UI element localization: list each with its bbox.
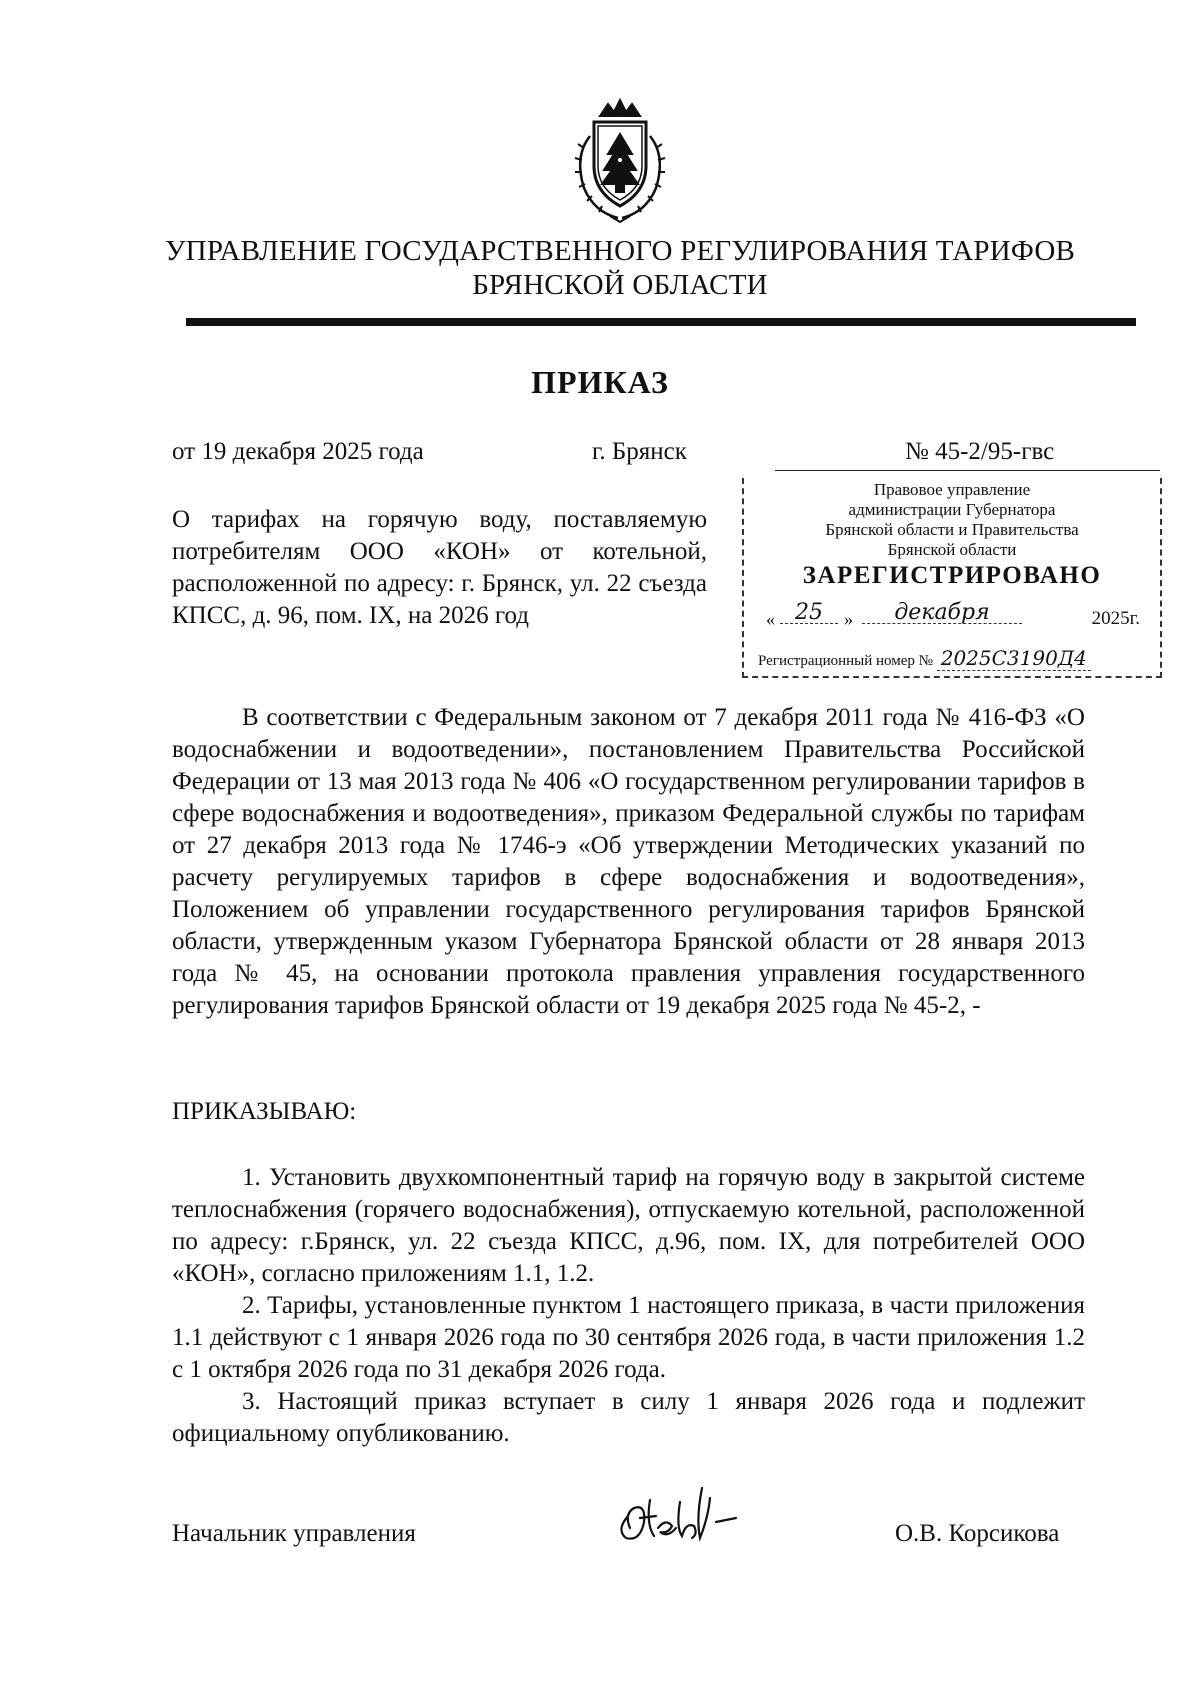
stamp-date — [758, 600, 1150, 637]
signatory-name: О.В. Корсикова — [895, 1520, 1060, 1547]
stamp-month: декабря — [862, 603, 1022, 624]
stamp-org-line2: администрации Губернатора — [848, 500, 1056, 519]
stamp-status: ЗАРЕГИСТРИРОВАНО — [802, 562, 1102, 589]
stamp-quote-open: « — [766, 609, 775, 629]
document-subject: О тарифах на горячую воду, поставляемую потребителям ООО «КОН» от котельной, расположенной по адресу: г. Брянск, ул. 22 съезда КПСС, д. 96, пом. IX, на 2026 год — [172, 506, 707, 629]
stamp-regno-value: 2025С3190Д4 — [937, 646, 1091, 671]
stamp-org-line4: Брянской области — [887, 540, 1017, 559]
organization-title — [150, 234, 1090, 302]
document-type-heading: ПРИКАЗ — [531, 364, 669, 400]
stamp-registration-number — [758, 648, 1154, 671]
stamp-org-line1: Правовое управление — [873, 480, 1031, 499]
stamp-year: 2025г. — [1091, 608, 1140, 629]
document-date: от 19 декабря 2025 года — [172, 438, 424, 465]
stamp-organization — [744, 480, 1160, 560]
order-word: ПРИКАЗЫВАЮ: — [172, 1098, 357, 1125]
stamp-day: 25 — [780, 603, 838, 624]
document-number: № 45-2/95-гвс — [905, 438, 1055, 465]
order-item-2: 2. Тарифы, установленные пунктом 1 настоящего приказа, в части приложения 1.1 действуют с 1 января 2026 года по 30 сентября 2026 года, в части приложения 1.2 с 1 октября 2026 года по 31 декабря 2026 года. — [172, 1292, 1085, 1383]
stamp-org-line3: Брянской области и Правительства — [825, 520, 1079, 539]
handwritten-signature-icon — [610, 1478, 760, 1548]
stamp-regno-label: Регистрационный номер № — [758, 653, 933, 669]
bryansk-coat-of-arms-icon — [560, 96, 680, 226]
header-divider — [186, 318, 1136, 326]
document-number-underline — [775, 470, 1160, 471]
organization-title-line1: УПРАВЛЕНИЕ ГОСУДАРСТВЕННОГО РЕГУЛИРОВАНИЯ ТАРИФОВ — [164, 235, 1076, 267]
signatory-position: Начальник управления — [172, 1520, 416, 1547]
document-city: г. Брянск — [592, 438, 687, 465]
order-item-1: 1. Установить двухкомпонентный тариф на горячую воду в закрытой системе теплоснабжения (горячего водоснабжения), отпускаемую котельной, расположенной по адресу: г.Брянск, ул. 22 съезда КПСС, д.96, пом. IX, для потребителей ООО «КОН», согласно приложениям 1.1, 1.2. — [172, 1164, 1085, 1287]
organization-title-line2: БРЯНСКОЙ ОБЛАСТИ — [472, 269, 768, 301]
preamble-paragraph: В соответствии с Федеральным законом от 7 декабря 2011 года № 416-ФЗ «О водоснабжении и водоотведении», постановлением Правительства Российской Федерации от 13 мая 2013 года № 406 «О государственном регулировании тарифов в сфере водоснабжения и водоотведения», приказом Федеральной службы по тарифам от 27 декабря 2013 года № 1746-э «Об утверждении Методических указаний по расчету регулируемых тарифов в сфере водоснабжения и водоотведения», Положением об управлении государственного регулирования тарифов Брянской области, утвержденным указом Губернатора Брянской области от 28 января 2013 года № 45, на основании протокола правления управления государственного регулирования тарифов Брянской области от 19 декабря 2025 года № 45-2, - — [172, 704, 1085, 1019]
registration-stamp — [742, 478, 1162, 678]
stamp-quote-close: » — [844, 609, 853, 629]
order-item-3: 3. Настоящий приказ вступает в силу 1 января 2026 года и подлежит официальному опубликованию. — [172, 1388, 1085, 1447]
